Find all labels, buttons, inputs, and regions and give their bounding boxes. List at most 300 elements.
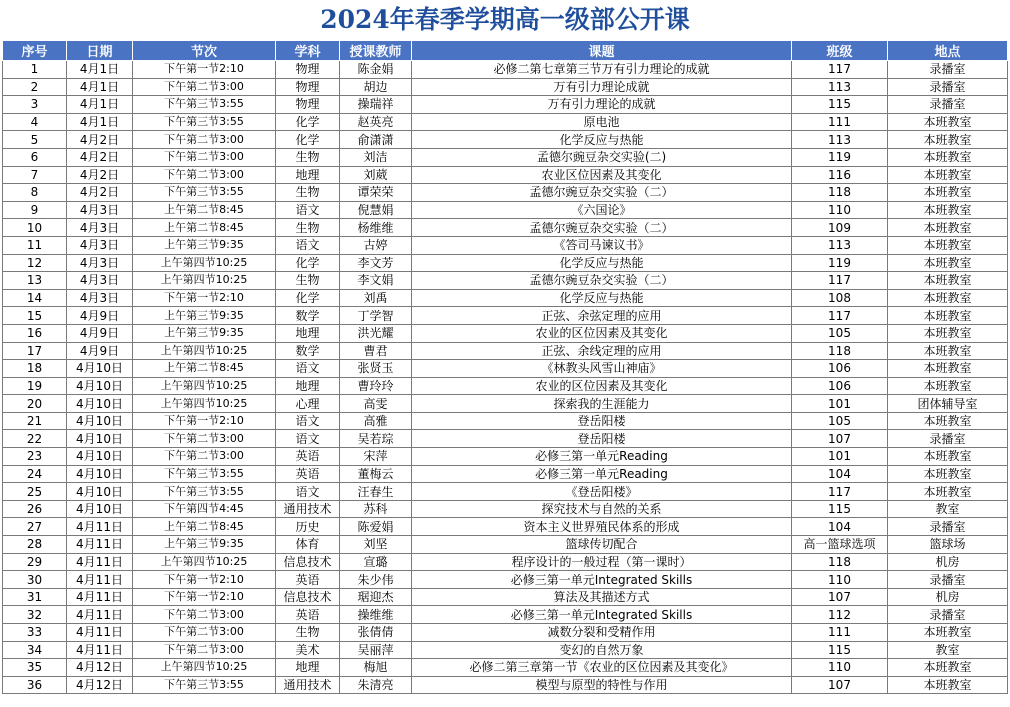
cell-index: 1 <box>3 61 67 79</box>
cell-date: 4月10日 <box>67 360 133 378</box>
cell-topic: 化学反应与热能 <box>412 289 792 307</box>
cell-topic: 《六国论》 <box>412 201 792 219</box>
cell-index: 27 <box>3 518 67 536</box>
cell-subject: 化学 <box>276 113 340 131</box>
cell-period: 上午第三节9:35 <box>133 324 276 342</box>
cell-teacher: 胡边 <box>340 78 412 96</box>
cell-date: 4月3日 <box>67 254 133 272</box>
cell-class: 119 <box>792 148 888 166</box>
cell-period: 下午第二节3:00 <box>133 166 276 184</box>
cell-teacher: 董梅云 <box>340 465 412 483</box>
cell-class: 107 <box>792 676 888 694</box>
cell-class: 104 <box>792 465 888 483</box>
cell-period: 上午第二节8:45 <box>133 518 276 536</box>
cell-teacher: 宣璐 <box>340 553 412 571</box>
cell-location: 录播室 <box>888 61 1008 79</box>
cell-subject: 地理 <box>276 377 340 395</box>
table-row <box>3 500 1008 518</box>
cell-teacher: 梅旭 <box>340 659 412 677</box>
cell-class: 107 <box>792 430 888 448</box>
cell-date: 4月10日 <box>67 483 133 501</box>
table-row <box>3 131 1008 149</box>
header-teacher: 授课教师 <box>340 41 412 61</box>
cell-date: 4月10日 <box>67 395 133 413</box>
cell-teacher: 杨维维 <box>340 219 412 237</box>
cell-class: 112 <box>792 606 888 624</box>
cell-teacher: 赵英亮 <box>340 113 412 131</box>
cell-location: 录播室 <box>888 96 1008 114</box>
cell-class: 115 <box>792 500 888 518</box>
cell-class: 113 <box>792 131 888 149</box>
cell-index: 19 <box>3 377 67 395</box>
cell-index: 18 <box>3 360 67 378</box>
cell-class: 106 <box>792 377 888 395</box>
cell-index: 16 <box>3 324 67 342</box>
cell-class: 105 <box>792 412 888 430</box>
cell-subject: 历史 <box>276 518 340 536</box>
cell-teacher: 高雯 <box>340 395 412 413</box>
cell-location: 本班教室 <box>888 272 1008 290</box>
cell-date: 4月2日 <box>67 184 133 202</box>
cell-location: 录播室 <box>888 571 1008 589</box>
cell-class: 117 <box>792 483 888 501</box>
cell-period: 下午第二节3:00 <box>133 430 276 448</box>
cell-subject: 心理 <box>276 395 340 413</box>
cell-subject: 语文 <box>276 360 340 378</box>
cell-teacher: 吴若琮 <box>340 430 412 448</box>
cell-date: 4月10日 <box>67 430 133 448</box>
cell-topic: 化学反应与热能 <box>412 254 792 272</box>
cell-date: 4月1日 <box>67 113 133 131</box>
table-row <box>3 377 1008 395</box>
cell-period: 上午第三节9:35 <box>133 236 276 254</box>
cell-index: 33 <box>3 624 67 642</box>
cell-topic: 减数分裂和受精作用 <box>412 624 792 642</box>
cell-location: 本班教室 <box>888 324 1008 342</box>
cell-subject: 数学 <box>276 342 340 360</box>
cell-location: 本班教室 <box>888 360 1008 378</box>
cell-index: 25 <box>3 483 67 501</box>
cell-period: 下午第一节2:10 <box>133 61 276 79</box>
cell-date: 4月11日 <box>67 571 133 589</box>
cell-date: 4月3日 <box>67 289 133 307</box>
cell-teacher: 洪光耀 <box>340 324 412 342</box>
cell-location: 录播室 <box>888 78 1008 96</box>
cell-date: 4月12日 <box>67 676 133 694</box>
cell-subject: 地理 <box>276 166 340 184</box>
cell-teacher: 张贤玉 <box>340 360 412 378</box>
cell-subject: 体育 <box>276 536 340 554</box>
cell-class: 111 <box>792 113 888 131</box>
table-row <box>3 201 1008 219</box>
cell-subject: 数学 <box>276 307 340 325</box>
cell-period: 下午第二节3:00 <box>133 624 276 642</box>
cell-location: 本班教室 <box>888 624 1008 642</box>
cell-teacher: 汪春生 <box>340 483 412 501</box>
cell-subject: 物理 <box>276 61 340 79</box>
cell-class: 108 <box>792 289 888 307</box>
cell-teacher: 张倩倩 <box>340 624 412 642</box>
cell-class: 118 <box>792 184 888 202</box>
cell-topic: 化学反应与热能 <box>412 131 792 149</box>
cell-index: 7 <box>3 166 67 184</box>
cell-topic: 万有引力理论的成就 <box>412 96 792 114</box>
cell-location: 教室 <box>888 500 1008 518</box>
cell-location: 本班教室 <box>888 166 1008 184</box>
cell-index: 2 <box>3 78 67 96</box>
table-row <box>3 324 1008 342</box>
cell-location: 本班教室 <box>888 131 1008 149</box>
cell-class: 104 <box>792 518 888 536</box>
cell-period: 下午第一节2:10 <box>133 588 276 606</box>
cell-topic: 必修二第三章第一节《农业的区位因素及其变化》 <box>412 659 792 677</box>
cell-topic: 探究技术与自然的关系 <box>412 500 792 518</box>
cell-topic: 登岳阳楼 <box>412 430 792 448</box>
table-row <box>3 448 1008 466</box>
cell-period: 上午第四节10:25 <box>133 272 276 290</box>
cell-class: 113 <box>792 236 888 254</box>
table-row <box>3 342 1008 360</box>
cell-teacher: 刘坚 <box>340 536 412 554</box>
cell-location: 本班教室 <box>888 412 1008 430</box>
table-row <box>3 430 1008 448</box>
cell-class: 117 <box>792 272 888 290</box>
cell-subject: 生物 <box>276 272 340 290</box>
cell-topic: 资本主义世界殖民体系的形成 <box>412 518 792 536</box>
table-row <box>3 465 1008 483</box>
cell-period: 上午第二节8:45 <box>133 360 276 378</box>
cell-index: 11 <box>3 236 67 254</box>
cell-class: 118 <box>792 553 888 571</box>
cell-index: 24 <box>3 465 67 483</box>
cell-period: 上午第三节9:35 <box>133 536 276 554</box>
cell-period: 下午第二节3:00 <box>133 131 276 149</box>
cell-teacher: 朱清亮 <box>340 676 412 694</box>
cell-subject: 美术 <box>276 641 340 659</box>
cell-class: 119 <box>792 254 888 272</box>
cell-period: 上午第四节10:25 <box>133 342 276 360</box>
cell-period: 上午第三节9:35 <box>133 307 276 325</box>
cell-index: 34 <box>3 641 67 659</box>
cell-date: 4月11日 <box>67 606 133 624</box>
cell-teacher: 倪慧娟 <box>340 201 412 219</box>
cell-subject: 生物 <box>276 219 340 237</box>
cell-date: 4月2日 <box>67 148 133 166</box>
cell-period: 上午第四节10:25 <box>133 659 276 677</box>
cell-period: 上午第二节8:45 <box>133 219 276 237</box>
cell-location: 团体辅导室 <box>888 395 1008 413</box>
table-row <box>3 113 1008 131</box>
cell-period: 上午第四节10:25 <box>133 395 276 413</box>
cell-date: 4月9日 <box>67 342 133 360</box>
cell-class: 101 <box>792 448 888 466</box>
cell-period: 下午第三节3:55 <box>133 483 276 501</box>
cell-location: 本班教室 <box>888 659 1008 677</box>
cell-location: 本班教室 <box>888 219 1008 237</box>
cell-location: 本班教室 <box>888 289 1008 307</box>
cell-subject: 语文 <box>276 201 340 219</box>
cell-class: 高一篮球选项 <box>792 536 888 554</box>
cell-teacher: 古婷 <box>340 236 412 254</box>
table-row <box>3 184 1008 202</box>
cell-index: 13 <box>3 272 67 290</box>
cell-teacher: 苏科 <box>340 500 412 518</box>
header-class: 班级 <box>792 41 888 61</box>
cell-date: 4月11日 <box>67 536 133 554</box>
cell-class: 101 <box>792 395 888 413</box>
cell-period: 下午第二节3:00 <box>133 148 276 166</box>
cell-date: 4月12日 <box>67 659 133 677</box>
cell-period: 下午第三节3:55 <box>133 113 276 131</box>
cell-index: 15 <box>3 307 67 325</box>
cell-topic: 算法及其描述方式 <box>412 588 792 606</box>
cell-topic: 必修三第一单元Reading <box>412 448 792 466</box>
header-row <box>3 41 1008 61</box>
cell-topic: 《林教头风雪山神庙》 <box>412 360 792 378</box>
cell-date: 4月11日 <box>67 641 133 659</box>
cell-index: 6 <box>3 148 67 166</box>
cell-location: 录播室 <box>888 430 1008 448</box>
cell-index: 4 <box>3 113 67 131</box>
cell-topic: 正弦、余线定理的应用 <box>412 342 792 360</box>
cell-subject: 英语 <box>276 571 340 589</box>
header-subject: 学科 <box>276 41 340 61</box>
cell-index: 8 <box>3 184 67 202</box>
cell-date: 4月1日 <box>67 61 133 79</box>
table-row <box>3 360 1008 378</box>
cell-subject: 语文 <box>276 236 340 254</box>
cell-date: 4月10日 <box>67 448 133 466</box>
cell-teacher: 操瑞祥 <box>340 96 412 114</box>
cell-date: 4月3日 <box>67 272 133 290</box>
header-index: 序号 <box>3 41 67 61</box>
header-date: 日期 <box>67 41 133 61</box>
table-row <box>3 307 1008 325</box>
cell-location: 本班教室 <box>888 307 1008 325</box>
cell-date: 4月11日 <box>67 624 133 642</box>
cell-period: 下午第三节3:55 <box>133 676 276 694</box>
cell-index: 29 <box>3 553 67 571</box>
cell-location: 机房 <box>888 553 1008 571</box>
cell-subject: 物理 <box>276 96 340 114</box>
cell-teacher: 李文娟 <box>340 272 412 290</box>
cell-location: 本班教室 <box>888 148 1008 166</box>
table-row <box>3 483 1008 501</box>
cell-subject: 生物 <box>276 148 340 166</box>
cell-class: 117 <box>792 307 888 325</box>
cell-topic: 《登岳阳楼》 <box>412 483 792 501</box>
cell-period: 下午第一节2:10 <box>133 412 276 430</box>
cell-location: 本班教室 <box>888 236 1008 254</box>
header-location: 地点 <box>888 41 1008 61</box>
cell-subject: 化学 <box>276 289 340 307</box>
cell-class: 117 <box>792 61 888 79</box>
cell-index: 20 <box>3 395 67 413</box>
cell-period: 下午第三节3:55 <box>133 96 276 114</box>
cell-subject: 地理 <box>276 324 340 342</box>
cell-teacher: 刘禹 <box>340 289 412 307</box>
table-row <box>3 61 1008 79</box>
cell-period: 下午第一节2:10 <box>133 571 276 589</box>
cell-index: 32 <box>3 606 67 624</box>
header-period: 节次 <box>133 41 276 61</box>
cell-teacher: 琚迎杰 <box>340 588 412 606</box>
cell-location: 教室 <box>888 641 1008 659</box>
cell-teacher: 陈金娟 <box>340 61 412 79</box>
table-row <box>3 254 1008 272</box>
cell-index: 22 <box>3 430 67 448</box>
cell-date: 4月11日 <box>67 588 133 606</box>
cell-teacher: 刘葳 <box>340 166 412 184</box>
cell-period: 下午第三节3:55 <box>133 184 276 202</box>
cell-class: 116 <box>792 166 888 184</box>
cell-teacher: 曹玲玲 <box>340 377 412 395</box>
cell-date: 4月11日 <box>67 518 133 536</box>
cell-index: 5 <box>3 131 67 149</box>
cell-subject: 地理 <box>276 659 340 677</box>
cell-teacher: 俞潇潇 <box>340 131 412 149</box>
cell-period: 下午第二节3:00 <box>133 606 276 624</box>
cell-index: 36 <box>3 676 67 694</box>
cell-period: 下午第二节3:00 <box>133 641 276 659</box>
cell-class: 113 <box>792 78 888 96</box>
cell-date: 4月10日 <box>67 465 133 483</box>
cell-index: 31 <box>3 588 67 606</box>
table-row <box>3 236 1008 254</box>
cell-location: 本班教室 <box>888 254 1008 272</box>
table-row <box>3 536 1008 554</box>
cell-topic: 农业的区位因素及其变化 <box>412 324 792 342</box>
table-row <box>3 219 1008 237</box>
cell-class: 106 <box>792 360 888 378</box>
cell-class: 110 <box>792 571 888 589</box>
cell-period: 上午第二节8:45 <box>133 201 276 219</box>
cell-topic: 正弦、余弦定理的应用 <box>412 307 792 325</box>
cell-class: 107 <box>792 588 888 606</box>
cell-period: 下午第一节2:10 <box>133 289 276 307</box>
table-row <box>3 606 1008 624</box>
cell-class: 105 <box>792 324 888 342</box>
cell-teacher: 操维维 <box>340 606 412 624</box>
cell-topic: 孟德尔豌豆杂交实验(二) <box>412 148 792 166</box>
cell-index: 3 <box>3 96 67 114</box>
cell-location: 本班教室 <box>888 676 1008 694</box>
cell-teacher: 高雅 <box>340 412 412 430</box>
cell-location: 本班教室 <box>888 113 1008 131</box>
cell-subject: 语文 <box>276 430 340 448</box>
cell-subject: 化学 <box>276 254 340 272</box>
table-row <box>3 395 1008 413</box>
cell-topic: 《答司马谏议书》 <box>412 236 792 254</box>
cell-class: 118 <box>792 342 888 360</box>
cell-class: 109 <box>792 219 888 237</box>
cell-index: 14 <box>3 289 67 307</box>
cell-subject: 生物 <box>276 184 340 202</box>
cell-index: 26 <box>3 500 67 518</box>
cell-index: 12 <box>3 254 67 272</box>
table-row <box>3 553 1008 571</box>
cell-location: 本班教室 <box>888 483 1008 501</box>
table-row <box>3 518 1008 536</box>
cell-teacher: 李文芳 <box>340 254 412 272</box>
cell-subject: 信息技术 <box>276 553 340 571</box>
cell-date: 4月2日 <box>67 166 133 184</box>
cell-teacher: 陈爱娟 <box>340 518 412 536</box>
table-row <box>3 588 1008 606</box>
cell-date: 4月10日 <box>67 500 133 518</box>
page-title: 2024年春季学期高一级部公开课 <box>320 5 690 34</box>
cell-teacher: 宋萍 <box>340 448 412 466</box>
cell-location: 本班教室 <box>888 201 1008 219</box>
table-row <box>3 624 1008 642</box>
cell-location: 本班教室 <box>888 342 1008 360</box>
cell-location: 本班教室 <box>888 448 1008 466</box>
cell-period: 上午第四节10:25 <box>133 553 276 571</box>
cell-date: 4月10日 <box>67 412 133 430</box>
cell-index: 28 <box>3 536 67 554</box>
cell-teacher: 曹君 <box>340 342 412 360</box>
table-row <box>3 96 1008 114</box>
cell-topic: 篮球传切配合 <box>412 536 792 554</box>
table-row <box>3 676 1008 694</box>
cell-date: 4月9日 <box>67 324 133 342</box>
cell-period: 上午第四节10:25 <box>133 254 276 272</box>
table-row <box>3 641 1008 659</box>
cell-index: 17 <box>3 342 67 360</box>
cell-subject: 英语 <box>276 465 340 483</box>
cell-period: 上午第四节10:25 <box>133 377 276 395</box>
cell-class: 115 <box>792 96 888 114</box>
cell-topic: 必修二第七章第三节万有引力理论的成就 <box>412 61 792 79</box>
cell-index: 21 <box>3 412 67 430</box>
cell-teacher: 朱少伟 <box>340 571 412 589</box>
cell-subject: 化学 <box>276 131 340 149</box>
cell-topic: 孟德尔豌豆杂交实验（二） <box>412 272 792 290</box>
cell-subject: 物理 <box>276 78 340 96</box>
cell-index: 23 <box>3 448 67 466</box>
cell-teacher: 丁学智 <box>340 307 412 325</box>
cell-topic: 程序设计的一般过程（第一课时） <box>412 553 792 571</box>
cell-date: 4月10日 <box>67 377 133 395</box>
cell-date: 4月1日 <box>67 96 133 114</box>
cell-subject: 英语 <box>276 448 340 466</box>
cell-class: 110 <box>792 201 888 219</box>
table-row <box>3 272 1008 290</box>
cell-topic: 登岳阳楼 <box>412 412 792 430</box>
header-topic: 课题 <box>412 41 792 61</box>
cell-subject: 通用技术 <box>276 676 340 694</box>
cell-subject: 英语 <box>276 606 340 624</box>
cell-location: 本班教室 <box>888 465 1008 483</box>
cell-topic: 必修三第一单元Reading <box>412 465 792 483</box>
cell-date: 4月3日 <box>67 201 133 219</box>
cell-index: 9 <box>3 201 67 219</box>
cell-topic: 孟德尔豌豆杂交实验（二） <box>412 219 792 237</box>
cell-topic: 万有引力理论成就 <box>412 78 792 96</box>
cell-date: 4月3日 <box>67 219 133 237</box>
cell-topic: 农业区位因素及其变化 <box>412 166 792 184</box>
cell-topic: 探索我的生涯能力 <box>412 395 792 413</box>
cell-index: 35 <box>3 659 67 677</box>
table-row <box>3 412 1008 430</box>
cell-topic: 农业的区位因素及其变化 <box>412 377 792 395</box>
cell-subject: 语文 <box>276 412 340 430</box>
cell-date: 4月11日 <box>67 553 133 571</box>
cell-topic: 原电池 <box>412 113 792 131</box>
cell-location: 录播室 <box>888 518 1008 536</box>
cell-location: 录播室 <box>888 606 1008 624</box>
cell-subject: 通用技术 <box>276 500 340 518</box>
